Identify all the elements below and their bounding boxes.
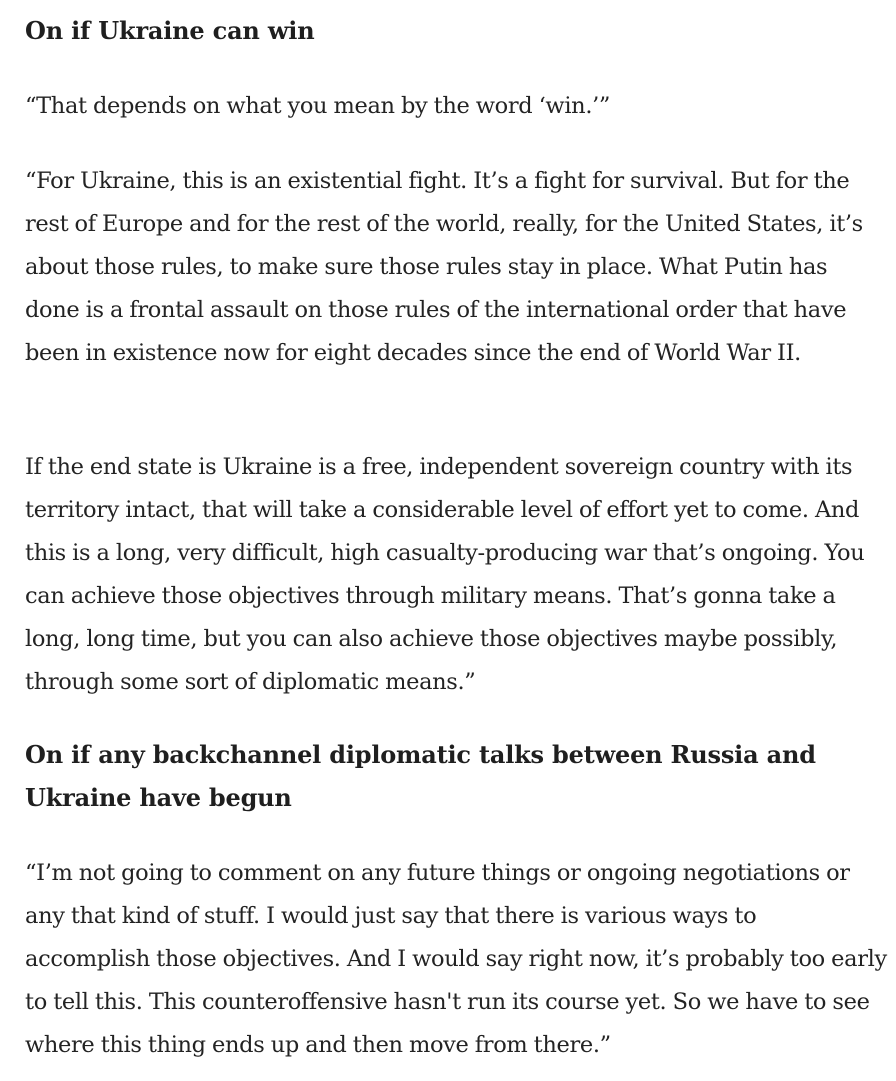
quote-paragraph: “I’m not going to comment on any future things or ongoing negotiations or any that kind of stuff. I would just say that there is various ways to accomplish those objectives. And I would say right now, it’s probably too early to tell this. This counteroffensive hasn't run its course yet. So we have to see where this thing ends up and then move from there.” xyxy=(25,860,887,1058)
quote-paragraph: If the end state is Ukraine is a free, independent sovereign country with its territory intact, that will take a considerable level of effort yet to come. And this is a long, very difficult, high casualty-producing war that’s ongoing. You can achieve those objectives through military means. That’s gonna take a long, long time, but you can also achieve those objectives maybe possibly, through some sort of diplomatic means.” xyxy=(25,454,865,695)
quote-paragraph: “For Ukraine, this is an existential fight. It’s a fight for survival. But for the rest of Europe and for the rest of the world, really, for the United States, it’s about those rules, to make sure those rules stay in place. What Putin has done is a frontal assault on those rules of the international order that have been in existence now for eight decades since the end of World War II. xyxy=(25,168,863,366)
section-heading-ukraine-win: On if Ukraine can win xyxy=(25,16,315,45)
section-heading-backchannel-talks: On if any backchannel diplomatic talks between Russia and Ukraine have begun xyxy=(25,740,816,812)
quote-paragraph: “That depends on what you mean by the word ‘win.’” xyxy=(25,93,611,119)
